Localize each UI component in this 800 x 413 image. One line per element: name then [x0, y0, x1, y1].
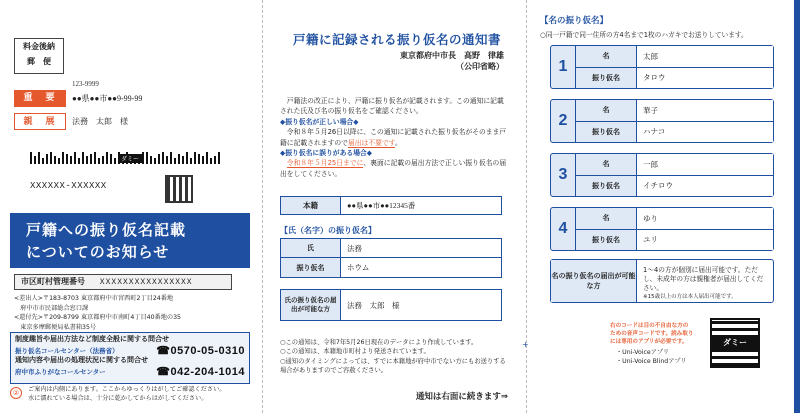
voice-code-line: には専用のアプリが必要です。	[610, 338, 688, 345]
name-label: 名	[575, 46, 637, 67]
voice-code-line: 右のコードは目の不自由な方の	[610, 323, 689, 329]
management-number	[14, 274, 232, 290]
notes	[280, 338, 510, 375]
step-number-icon: ②	[10, 387, 22, 399]
filer-note: ※15歳以上の方は本人届出可能です。	[643, 294, 737, 300]
honseki-row	[280, 196, 502, 215]
entry-number: 4	[558, 220, 568, 237]
qr-code-icon	[165, 175, 193, 203]
stamp-line: 料金後納	[23, 42, 55, 51]
furigana-value: ホウム	[347, 263, 370, 272]
management-value: XXXXXXXXXXXXXXXX	[99, 278, 193, 287]
table-row	[281, 258, 501, 277]
entry-number: 1	[558, 58, 568, 75]
management-label: 市区町村管理番号	[21, 277, 85, 286]
address-panel	[0, 0, 262, 413]
given-name-panel	[526, 0, 800, 413]
furigana-value: タロウ	[637, 68, 773, 89]
no-filing-needed: 届出は不要です	[347, 138, 396, 147]
filer-value: 法務 太郎 様	[347, 300, 400, 310]
sender-line: 東京多摩郵便局私書箱35号	[14, 323, 97, 331]
correct-case-text: 令和８年５月26日以降に、この通知に記載された振り仮名がそのまま戸籍に記載されますので届出は不要です。	[280, 128, 507, 147]
furigana-label: 振り仮名	[281, 258, 341, 277]
confidential-tag: 親 展	[14, 113, 66, 130]
furigana-value: ハナコ	[637, 122, 773, 143]
notice-banner	[10, 213, 250, 268]
seal-omitted: （公印省略）	[456, 62, 504, 71]
voice-code-line: ための音声コードです。読み取り	[610, 330, 694, 337]
error-case-text: 令和８年５月25日までに、裏面に記載の届出方法で正しい振り仮名の届出をしてください。	[280, 159, 507, 178]
name-label: 名	[575, 208, 637, 229]
banner-line: 戸籍への振り仮名記載	[26, 221, 187, 239]
given-name-title: 【名の振り仮名】	[540, 16, 609, 26]
issuer-name: 東京都府中市長 高野 律雄	[400, 51, 504, 60]
inquiry-title: 通知内容や届出の処理状況に関する問合せ	[15, 356, 148, 364]
furigana-value: ユリ	[637, 230, 773, 251]
recipient-address: ●●県●●市●●9-99-99	[72, 94, 143, 103]
postal-code: 123-9999	[72, 80, 99, 88]
call-center-label: 振り仮名コールセンター（法務省）	[15, 346, 119, 355]
furigana-label: 振り仮名	[575, 176, 637, 197]
entry-number: 3	[558, 166, 568, 183]
furigana-label: 振り仮名	[575, 122, 637, 143]
name-entry	[550, 99, 774, 143]
name-value: 一郎	[637, 154, 773, 175]
postage-stamp	[14, 38, 64, 74]
app-item: ・Uni-Voice Blindアプリ	[616, 358, 687, 365]
section-heading: ◆振り仮名が正しい場合◆	[280, 117, 359, 126]
name-value: 華子	[637, 100, 773, 121]
note-item: ○通知のタイミングによっては、すでに本籍地が府中市でない方にもお送りする場合がありますのでご容赦ください。	[280, 357, 506, 374]
furigana-label: 振り仮名	[575, 68, 637, 89]
inquiry-box	[10, 332, 250, 384]
surname-section-title: 【氏（名字）の振り仮名】	[280, 226, 376, 235]
issuer	[400, 50, 504, 72]
filer-row	[280, 289, 502, 321]
surname-value: 法務	[347, 243, 362, 253]
app-list	[616, 348, 687, 366]
phone-number: ☎042-204-1014	[156, 365, 245, 378]
app-item: ・Uni-Voiceアプリ	[616, 349, 670, 356]
inquiry-title: 制度趣旨や届出方法など制度全般に関する問合せ	[15, 335, 169, 343]
intro-text: 戸籍法の改正により、戸籍に振り仮名が記載されます。この通知に記載された氏及び名の振り仮名をご確認ください。	[280, 97, 504, 116]
sender-info	[14, 294, 181, 332]
registration-mark: +	[522, 340, 529, 349]
furigana-label: 振り仮名	[575, 230, 637, 251]
filer-label: 氏の振り仮名の届出が可能な方	[281, 290, 341, 320]
peel-line: 水に濡れている場合は、十分に乾かしてからはがしてください。	[28, 395, 208, 402]
voice-code-note	[610, 323, 693, 346]
note-item: ○この通知は、本籍地市町村より発送されています。	[280, 348, 430, 356]
surname-table	[280, 238, 502, 278]
notice-title: 戸籍に記録される振り仮名の通知書	[292, 32, 501, 47]
edge-bar	[794, 0, 800, 413]
id-code: XXXXXX-XXXXXX	[30, 181, 107, 191]
name-value: 太郎	[637, 46, 773, 67]
given-name-filer	[550, 259, 774, 303]
name-entry	[550, 45, 774, 89]
stamp-line: 郵 便	[27, 57, 51, 66]
important-tag: 重 要	[14, 90, 66, 107]
notice-body	[280, 96, 510, 179]
name-label: 名	[575, 154, 637, 175]
note-item: ○この通知は、令和7年5月26日現在のデータにより作成しています。	[280, 339, 478, 346]
honseki-label: 本籍	[281, 197, 341, 214]
phone-number: ☎0570-05-0310	[156, 344, 245, 357]
name-entry	[550, 153, 774, 197]
sender-line: 府中市市民部総合窓口課	[14, 304, 89, 312]
table-row	[281, 239, 501, 258]
deadline: 令和８年５月25日までに	[286, 159, 364, 168]
name-value: ゆり	[637, 208, 773, 229]
honseki-value: ●●県●●市●●12345番	[347, 201, 416, 210]
peel-instructions	[28, 385, 225, 403]
entry-number: 2	[558, 112, 568, 129]
furigana-value: イチロウ	[637, 176, 773, 197]
filer-text: 1～4の方が個別に届出可能です。ただし、未成年の方は親権者が届出してください。	[643, 266, 764, 292]
banner-line: についてのお知らせ	[26, 243, 170, 261]
call-center-label: 府中市ふりがなコールセンター	[15, 367, 106, 376]
name-entry	[550, 207, 774, 251]
peel-line: ご案内は内側にあります。ここからゆっくりはがしてご確認ください。	[28, 386, 226, 393]
dummy-label: ダミー	[118, 154, 142, 163]
recipient-name: 法務 太郎 様	[72, 117, 128, 126]
notice-panel	[262, 0, 529, 413]
section-heading: ◆振り仮名に誤りがある場合◆	[280, 149, 373, 158]
continue-note: 通知は右面に続きます⇒	[415, 392, 508, 402]
given-name-desc: ○同一戸籍で同一住所の方4名まで1枚のハガキでお送りしています。	[540, 31, 748, 39]
name-label: 名	[575, 100, 637, 121]
dummy-label: ダミー	[710, 336, 760, 350]
sender-line: <差出人>〒183-8703 東京都府中市宮西町2丁目24番地	[14, 295, 174, 302]
surname-label: 氏	[281, 239, 341, 257]
sender-line: <還付先>〒209-8799 東京都府中市南町4丁目40番地の35	[14, 314, 181, 321]
filer-label: 名の振り仮名の届出が可能な方	[551, 260, 637, 302]
